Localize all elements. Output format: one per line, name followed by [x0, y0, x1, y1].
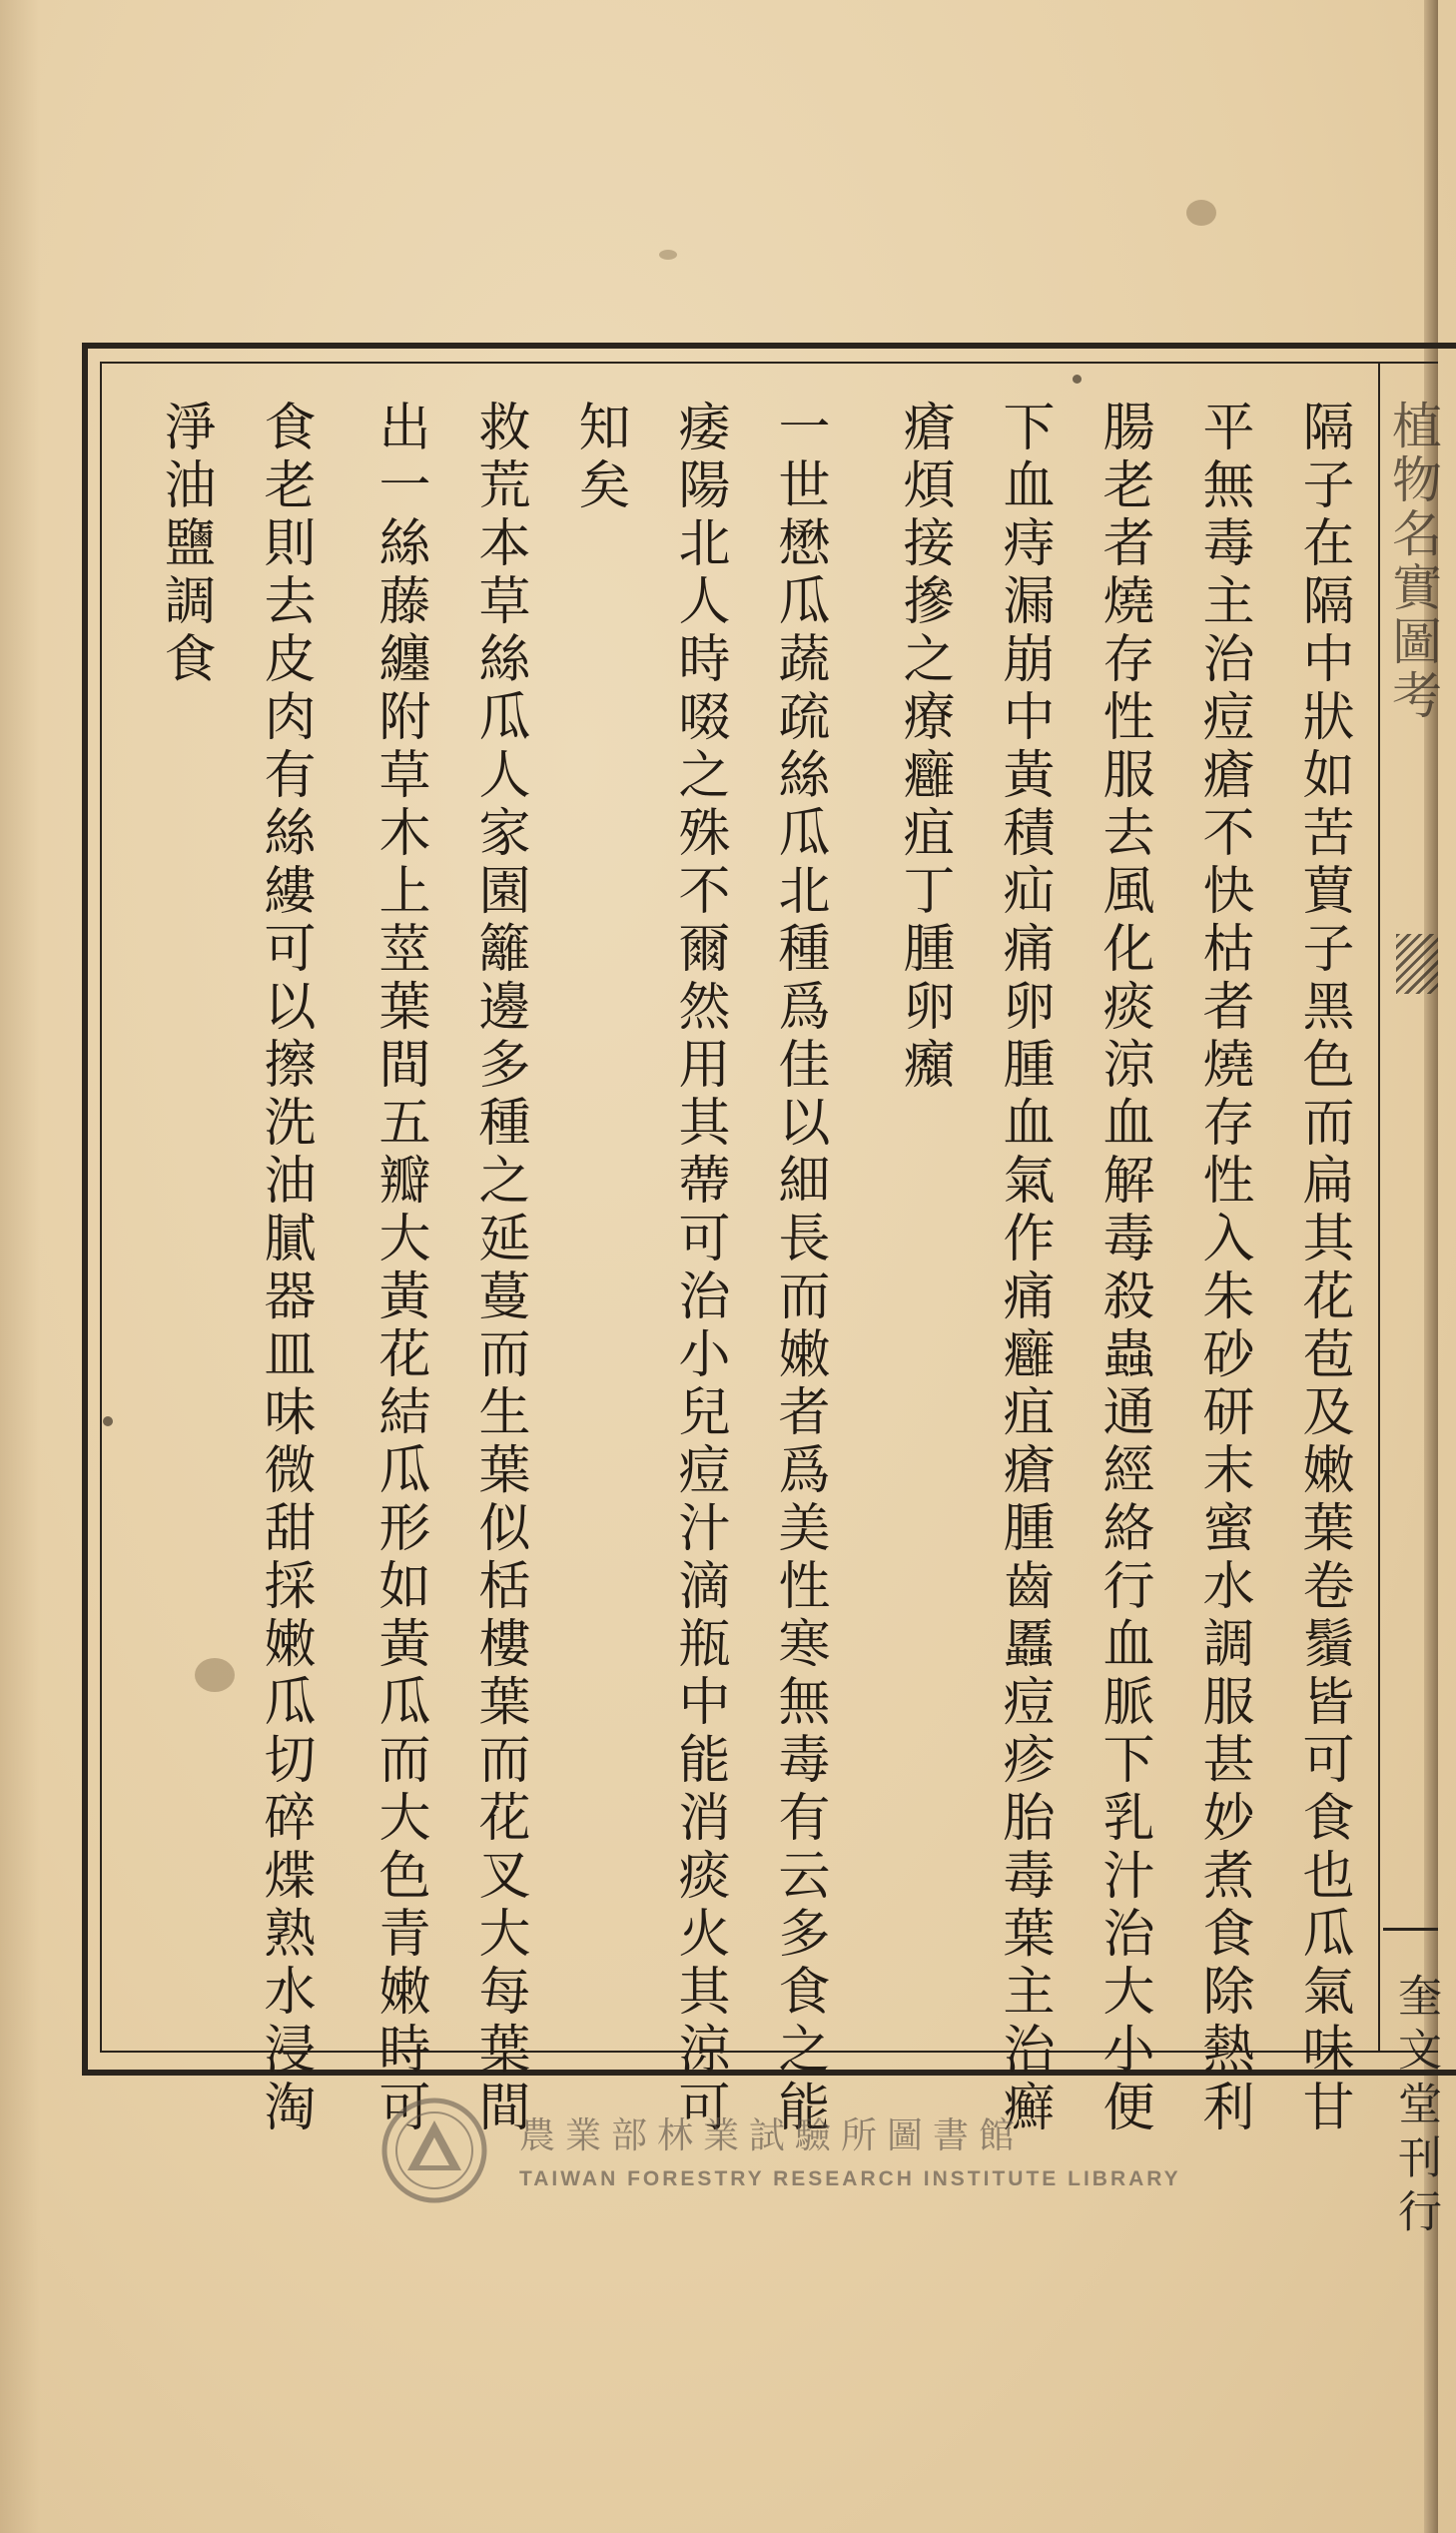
text-column: 食老則去皮肉有絲縷可以擦洗油膩器皿味微甜採嫩瓜切碎煠熟水浸淘 — [255, 400, 315, 2137]
fishtail-mark — [1396, 934, 1438, 994]
paper-stain — [659, 250, 677, 260]
library-name: 農業部林業試驗所圖書館 — [519, 2115, 1026, 2156]
page-fold-shadow — [0, 0, 40, 2533]
banner-separator — [1383, 1928, 1438, 1931]
text-column: 淨油鹽調食 — [155, 400, 215, 689]
text-column: 平無毒主治痘瘡不快枯者燒存性入朱砂研末蜜水調服甚妙煮食除熱利 — [1193, 400, 1253, 2137]
text-column: 隔子在隔中狀如苦蕒子黑色而扁其花苞及嫩葉卷鬚皆可食也瓜氣味甘 — [1293, 400, 1353, 2137]
publisher-banner: 奎文堂刊行 — [1390, 1973, 1441, 2242]
text-column: 知矣 — [569, 400, 629, 515]
library-seal-icon — [379, 2096, 489, 2205]
text-column: 救荒本草絲瓜人家園籬邊多種之延蔓而生葉似栝樓葉而花叉大每葉間 — [469, 400, 529, 2137]
book-title-banner: 植物名實圖考 — [1384, 400, 1442, 723]
text-column: 一世懋瓜蔬疏絲瓜北種爲佳以細長而嫩者爲美性寒無毒有云多食之能 — [769, 400, 829, 2137]
banner-rule — [1378, 362, 1380, 2053]
text-column: 腸老者燒存性服去風化痰涼血解毒殺蟲通經絡行血脈下乳汁治大小便 — [1093, 400, 1153, 2137]
library-name-english: TAIWAN FORESTRY RESEARCH INSTITUTE LIBRARY — [519, 2167, 1181, 2190]
paper-stain — [1186, 200, 1216, 226]
text-column: 下血痔漏崩中黃積疝痛卵腫血氣作痛癰疽瘡腫齒䘌痘疹胎毒葉主治癬 — [994, 400, 1054, 2137]
text-column: 瘡煩接摻之療癰疽丁腫卵㿗 — [894, 400, 954, 1095]
text-column: 痿陽北人時啜之殊不爾然用其蔕可治小兒痘汁滴瓶中能消痰火其涼可 — [669, 400, 729, 2137]
text-column: 出一絲藤纏附草木上莖葉間五瓣大黃花結瓜形如黃瓜而大色青嫩時可 — [369, 400, 429, 2137]
